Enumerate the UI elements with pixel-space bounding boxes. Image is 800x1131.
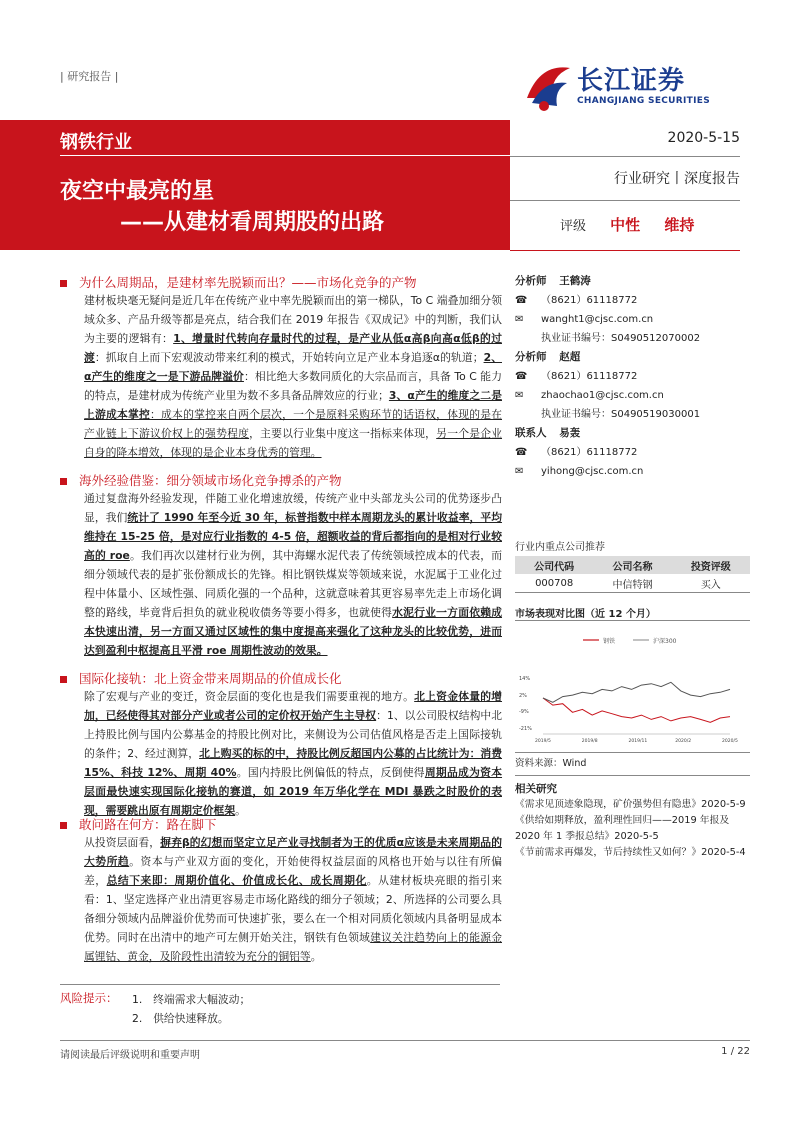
analyst-block: 分析师 王鹤涛 ☎ （8621）61118772 ✉ wanght1@cjsc.com.cn 执业证书编号：S0490512070002 分析师 赵超 ☎ （8621）61118772 ✉ zhaochao1@cjsc.com.cn 执业证书编号：S0490519030001 联系人 易轰 ☎ （8621）61118772 ✉ yihong@cjsc.com.cn (515, 272, 750, 481)
series-line (543, 698, 730, 722)
legend-label: 沪深300 (653, 638, 677, 645)
phone-icon: ☎ (515, 371, 528, 382)
company-table (515, 538, 750, 593)
related-link[interactable]: 《供给如期释放，盈利理性回归——2019 年报及 2020 年 1 季报总结》2020-5-5 (515, 815, 730, 842)
email-link[interactable]: wanght1@cjsc.com.cn (541, 314, 654, 325)
chart-title: 市场表现对比图（近 12 个月） (515, 609, 656, 620)
banner-divider (60, 155, 510, 156)
divider (510, 200, 740, 201)
footer-divider (60, 1040, 750, 1041)
divider (510, 156, 740, 157)
paragraph: 通过复盘海外经验发现，伴随工业化增速放缓，传统产业中头部龙头公司的优势逐步凸显，我们统计了 1990 年至今近 30 年，标普指数中样本周期龙头的累计收益率，平均维持在 15-25 倍，是对应行业指数的 4-5 倍，超额收益的背后都指向的是相对行业较高的 roe。我们再次以建材行业为例，其中海螺水泥代表了传统领域控成本的代表，而细分领域代表的是扩张份额成长的先锋。相比钢铁煤炭等领域来说，水泥属于工业化过程中体量小、区域性强、同质化强的一个品种，这就意味着其更容易率先走上市场化调整的路线，毕竟背后担负的就业税收债务等要小得多，也就使得水泥行业一方面依赖成本快速出清，另一方面又通过区域性的集中度提高来强化了这种龙头的比较优势，进而达到盈利中枢提高且平滑 roe 周期性波动的效果。 (84, 492, 503, 657)
rating-label: 评级 (560, 219, 587, 234)
mail-icon: ✉ (515, 390, 524, 401)
divider (60, 984, 500, 985)
related-link[interactable]: 《需求见顶迹象隐现，矿价强势但有隐患》2020-5-9 (515, 799, 746, 810)
report-type: 行业研究丨深度报告 (614, 171, 740, 187)
x-tick-label: 2020/5 (722, 739, 738, 744)
report-date: 2020-5-15 (667, 130, 740, 146)
y-tick-label: -21% (519, 726, 532, 732)
paragraph: 除了宏观与产业的变迁，资金层面的变化也是我们需要重视的地方。北上资金体量的增加，已经使得其对部分产业或者公司的定价权开始产生主导权：1、以公司股权结构中北上持股比例与国内公募基金的持股比例对比，来侧设为公司估值风格是否走上国际接轨的条件；2、经过测算，北上购买的标的中，持股比例反超国内公募的占比统计为：消费 15%、科技 12%、周期 40%。国内持股比例偏低的特点，反倒使得周期品成为资本层面最快速实现国际化接轨的赛道，如 2019 年万华化学在 MDI 暴跌之时股价的表现，需要跳出原有周期定价框架。 (84, 690, 503, 817)
divider (510, 250, 740, 251)
section-heading: 为什么周期品，是建材率先脱颖而出？——市场化竞争的产物 (60, 273, 417, 291)
rating-action: 维持 (664, 216, 695, 234)
risk-item: 2. 供给快速释放。 (132, 1012, 229, 1025)
chart-source: 资料来源：Wind (515, 758, 587, 769)
paragraph: 建材板块毫无疑问是近几年在传统产业中率先脱颖而出的第一梯队，To C 端叠加细分领域众多、产品升级等都是亮点，结合我们在 2019 年报告《双成记》中的判断，我们认为主要的逻辑有：1、增量时代转向存量时代的过程，是产业从低α高β向高α低β的过渡：抓取自上而下宏观波动带来红利的模式，开始转向立足产业本身追逐α的轨道；2、α产生的维度之一是下游品牌溢价：相比绝大多数同质化的大宗品而言，具备 To C 能力的特点，是建材成为传统产业里为数不多具备品牌效应的行业；3、α产生的维度之二是上游成本掌控：成本的掌控来自两个层次，一个是原料采购环节的话语权，体现的是在产业链上下游议价权上的强势程度，主要以行业集中度这一指标来体现，另一个是企业自身的降本增效，体现的是企业本身优秀的管理。 (84, 294, 503, 459)
risk-label: 风险提示： (60, 991, 118, 1005)
related-block: 相关研究 《需求见顶迹象隐现，矿价强势但有隐患》2020-5-9 《供给如期释放，盈利理性回归——2019 年报及 2020 年 1 季报总结》2020-5-5 《节前需求再爆发，节后持续性又如何？》2020-5-4 (515, 781, 750, 861)
divider (515, 752, 750, 753)
y-tick-label: -9% (519, 708, 529, 715)
x-tick-label: 2020/2 (675, 739, 692, 744)
section-heading: 海外经验借鉴：细分领域市场化竞争搏杀的产物 (60, 471, 342, 489)
rating (560, 214, 694, 235)
paragraph: 从投资层面看，摒弃β的幻想而坚定立足产业寻找制者为王的优质α应该是未来周期品的大势所趋。资本与产业双方面的变化，开始使得权益层面的风格也开始与以往有所偏差，总结下来即：周期价值化、价值成长化、成长周期化。从建材板块亮眼的指引来看：1、坚定选择产业出清更容易走市场化路线的细分子领域；2、所选择的公司要么具备细分领域内品牌溢价优势而可快速扩张，要么在一个相对同质化领域内具备明显成本优势。同时在出清中的地产可左侧开始关注，钢铁有色领域建议关注趋势向上的能源金属锂钴、黄金，及阶段性出清较为充分的铜铝等。 (84, 836, 503, 963)
report-subtitle: ——从建材看周期股的出路 (120, 210, 385, 235)
x-tick-label: 2019/8 (581, 739, 598, 744)
footer-note: 请阅读最后评级说明和重要声明 (60, 1050, 200, 1061)
report-title: 夜空中最亮的星 (60, 179, 215, 204)
table-title: 行业内重点公司推荐 (515, 542, 605, 553)
table-header: 公司代码 公司名称 投资评级 (515, 556, 750, 574)
x-tick-label: 2019/11 (628, 739, 648, 744)
risk-list (132, 990, 250, 1028)
logo-text: 长江证券 (577, 66, 686, 96)
x-tick-label: 2019/5 (535, 739, 551, 744)
legend-label: 钢铁 (603, 638, 616, 645)
email-link[interactable]: zhaochao1@cjsc.com.cn (541, 390, 664, 401)
table-row: 000708 中信特钢 买入 (535, 577, 721, 591)
email-link[interactable]: yihong@cjsc.com.cn (541, 466, 644, 477)
section-heading: 国际化接轨：北上资金带来周期品的价值成长化 (60, 669, 342, 687)
y-tick-label: 2% (519, 693, 527, 700)
section-heading: 敢问路在何方：路在脚下 (60, 815, 217, 833)
report-tag: | 研究报告 | (60, 70, 119, 83)
mail-icon: ✉ (515, 314, 524, 325)
rating-value: 中性 (610, 216, 641, 234)
risk-item: 1. 终端需求大幅波动； (132, 993, 251, 1006)
sector-label: 钢铁行业 (60, 132, 132, 153)
market-chart (515, 630, 740, 750)
phone-icon: ☎ (515, 447, 528, 458)
page-number: 1 / 22 (721, 1046, 750, 1057)
mail-icon: ✉ (515, 466, 524, 477)
y-tick-label: 14% (519, 676, 531, 682)
phone-icon: ☎ (515, 295, 528, 306)
logo-subtext: CHANGJIANG SECURITIES (577, 96, 710, 106)
divider (515, 620, 750, 621)
series-line (543, 682, 730, 702)
divider (515, 775, 750, 776)
related-link[interactable]: 《节前需求再爆发，节后持续性又如何？》2020-5-4 (515, 847, 746, 858)
